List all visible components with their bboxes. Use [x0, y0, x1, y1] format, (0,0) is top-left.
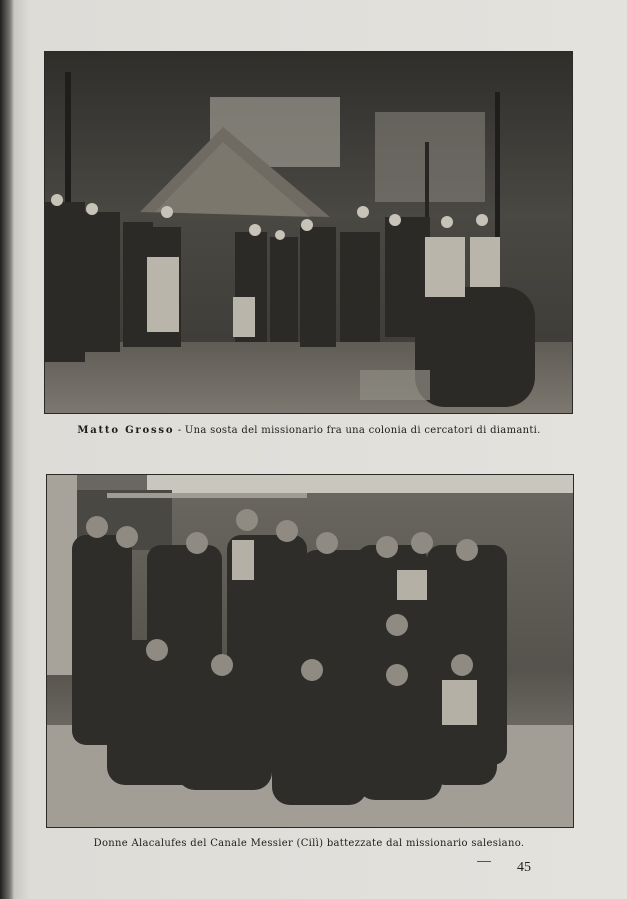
book-binding-shadow: [0, 0, 14, 899]
folio-dash: [477, 861, 491, 862]
photo-alacalufes-women: [46, 474, 574, 828]
photo-alacalufes-women-image: [47, 475, 573, 827]
caption-text: Donne Alacalufes del Canale Messier (Cilì) battezzate dal missionario salesiano.: [93, 838, 525, 849]
caption-place-name: Matto Grosso: [77, 425, 175, 436]
photo-2-caption: [44, 838, 574, 849]
photo-missionary-camp-image: [45, 52, 572, 413]
photo-1-caption: [44, 425, 574, 436]
caption-text: - Una sosta del missionario fra una colonia di cercatori di diamanti.: [174, 425, 541, 436]
page-number: 45: [517, 860, 531, 875]
photo-missionary-camp: [44, 51, 573, 414]
